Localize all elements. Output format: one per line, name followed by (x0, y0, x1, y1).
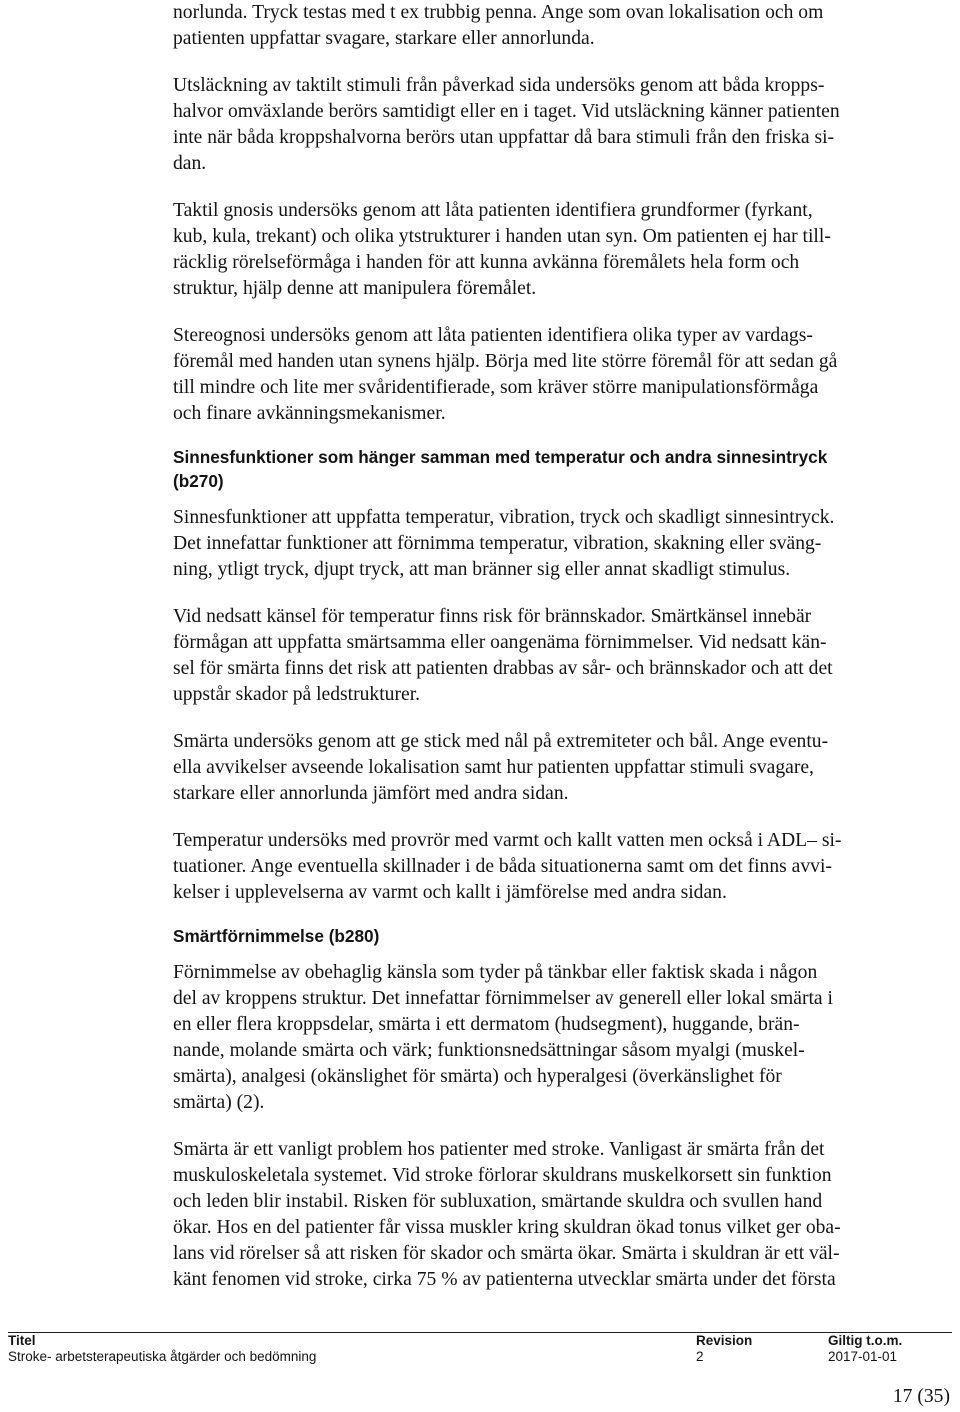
footer-revision-value: 2 (696, 1349, 704, 1364)
text-line: Stereognosi undersöks genom att låta patienten identifiera olika typer av vardags- (173, 325, 813, 346)
text-line: ning, ytligt tryck, djupt tryck, att man bränner sig eller annat skadligt stimulus. (173, 559, 791, 580)
document-body (173, 0, 953, 1314)
text-line: förmågan att uppfatta smärtsamma eller oangenäma förnimmelser. Vid nedsatt kän- (173, 632, 827, 653)
text-line: smärta), analgesi (okänslighet för smärta) och hyperalgesi (överkänslighet för (173, 1066, 782, 1087)
text-line: känt fenomen vid stroke, cirka 75 % av patienterna utvecklar smärta under det första (173, 1269, 836, 1290)
text-line: smärta) (2). (173, 1092, 265, 1113)
section-heading-b280 (173, 924, 953, 948)
text-line: muskuloskeletala systemet. Vid stroke förlorar skuldrans muskelkorsett sin funktion (173, 1165, 832, 1186)
text-line: del av kroppens struktur. Det innefattar förnimmelser av generell eller lokal smärta i (173, 988, 833, 1009)
paragraph-stereognosis (173, 323, 953, 427)
paragraph-extinction (173, 73, 953, 177)
text-line: ella avvikelser avseende lokalisation samt hur patienten uppfattar stimuli svagare, (173, 757, 814, 778)
text-line: lans vid rörelser så att risken för skador och smärta ökar. Smärta i skuldran är ett väl- (173, 1243, 840, 1264)
paragraph-stroke-pain (173, 1137, 953, 1293)
text-line: kelser i upplevelserna av varmt och kallt i jämförelse med andra sidan. (173, 882, 727, 903)
footer-value-row (8, 1349, 952, 1365)
text-line: starkare eller annorlunda jämfört med andra sidan. (173, 783, 569, 804)
heading-line: Sinnesfunktioner som hänger samman med temperatur och andra sinnesintryck (173, 447, 828, 467)
text-line: Vid nedsatt känsel för temperatur finns risk för brännskador. Smärtkänsel innebär (173, 606, 812, 627)
section-heading-b270 (173, 445, 953, 493)
text-line: patienten uppfattar svagare, starkare eller annorlunda. (173, 28, 595, 49)
text-line: och finare avkänningsmekanismer. (173, 403, 446, 424)
text-line: nande, molande smärta och värk; funktionsnedsättningar såsom myalgi (muskel- (173, 1040, 805, 1061)
footer-title-label: Titel (8, 1333, 36, 1348)
paragraph-b280-definition (173, 960, 953, 1116)
text-line: tuationer. Ange eventuella skillnader i de båda situationerna samt om det finns avvi- (173, 856, 832, 877)
text-line: Förnimmelse av obehaglig känsla som tyder på tänkbar eller faktisk skada i någon (173, 962, 818, 983)
heading-line: Smärtförnimmelse (b280) (173, 926, 380, 946)
paragraph-pain-test (173, 729, 953, 807)
paragraph-tactile-gnosis (173, 198, 953, 302)
text-line: struktur, hjälp denne att manipulera föremålet. (173, 278, 537, 299)
footer-label-row (8, 1333, 952, 1349)
paragraph-touch-test (173, 0, 953, 52)
footer-valid-value: 2017-01-01 (828, 1349, 898, 1364)
text-line: Smärta är ett vanligt problem hos patienter med stroke. Vanligast är smärta från det (173, 1139, 825, 1160)
page-number: 17 (35) (892, 1386, 950, 1407)
paragraph-b270-definition (173, 505, 953, 583)
heading-line: (b270) (173, 471, 224, 491)
text-line: Utsläckning av taktilt stimuli från påverkad sida undersöks genom att båda kropps- (173, 75, 825, 96)
text-line: räcklig rörelseförmåga i handen för att kunna avkänna föremålets hela form och (173, 252, 800, 273)
text-line: Temperatur undersöks med provrör med varmt och kallt vatten men också i ADL– si- (173, 830, 842, 851)
text-line: norlunda. Tryck testas med t ex trubbig penna. Ange som ovan lokalisation och om (173, 2, 824, 23)
text-line: Sinnesfunktioner att uppfatta temperatur, vibration, tryck och skadligt sinnesintryck. (173, 507, 835, 528)
paragraph-temperature-test (173, 828, 953, 906)
text-line: Taktil gnosis undersöks genom att låta patienten identifiera grundformer (fyrkant, (173, 200, 813, 221)
footer-title-value: Stroke- arbetsterapeutiska åtgärder och bedömning (8, 1349, 317, 1364)
footer-valid-label: Giltig t.o.m. (828, 1333, 903, 1348)
text-line: sel för smärta finns det risk att patienten drabbas av sår- och brännskador och att det (173, 658, 833, 679)
text-line: Det innefattar funktioner att förnimma temperatur, vibration, skakning eller sväng- (173, 533, 822, 554)
text-line: en eller flera kroppsdelar, smärta i ett dermatom (hudsegment), huggande, brän- (173, 1014, 800, 1035)
text-line: föremål med handen utan synens hjälp. Börja med lite större föremål för att sedan gå (173, 351, 838, 372)
document-footer (8, 1332, 952, 1365)
text-line: halvor omväxlande berörs samtidigt eller en i taget. Vid utsläckning känner patienten (173, 101, 840, 122)
text-line: dan. (173, 153, 207, 174)
text-line: inte när båda kroppshalvorna berörs utan uppfattar då bara stimuli från den friska si- (173, 127, 835, 148)
text-line: till mindre och lite mer svåridentifierade, som kräver större manipulationsförmåga (173, 377, 819, 398)
text-line: och leden blir instabil. Risken för subluxation, smärtande skuldra och svullen hand (173, 1191, 823, 1212)
paragraph-reduced-sensation (173, 604, 953, 708)
text-line: ökar. Hos en del patienter får vissa muskler kring skuldran ökad tonus vilket ger oba- (173, 1217, 841, 1238)
text-line: uppstår skador på ledstrukturer. (173, 684, 421, 705)
text-line: kub, kula, trekant) och olika ytstrukturer i handen utan syn. Om patienten ej har till- (173, 226, 831, 247)
footer-revision-label: Revision (696, 1333, 753, 1348)
text-line: Smärta undersöks genom att ge stick med nål på extremiteter och bål. Ange eventu- (173, 731, 829, 752)
